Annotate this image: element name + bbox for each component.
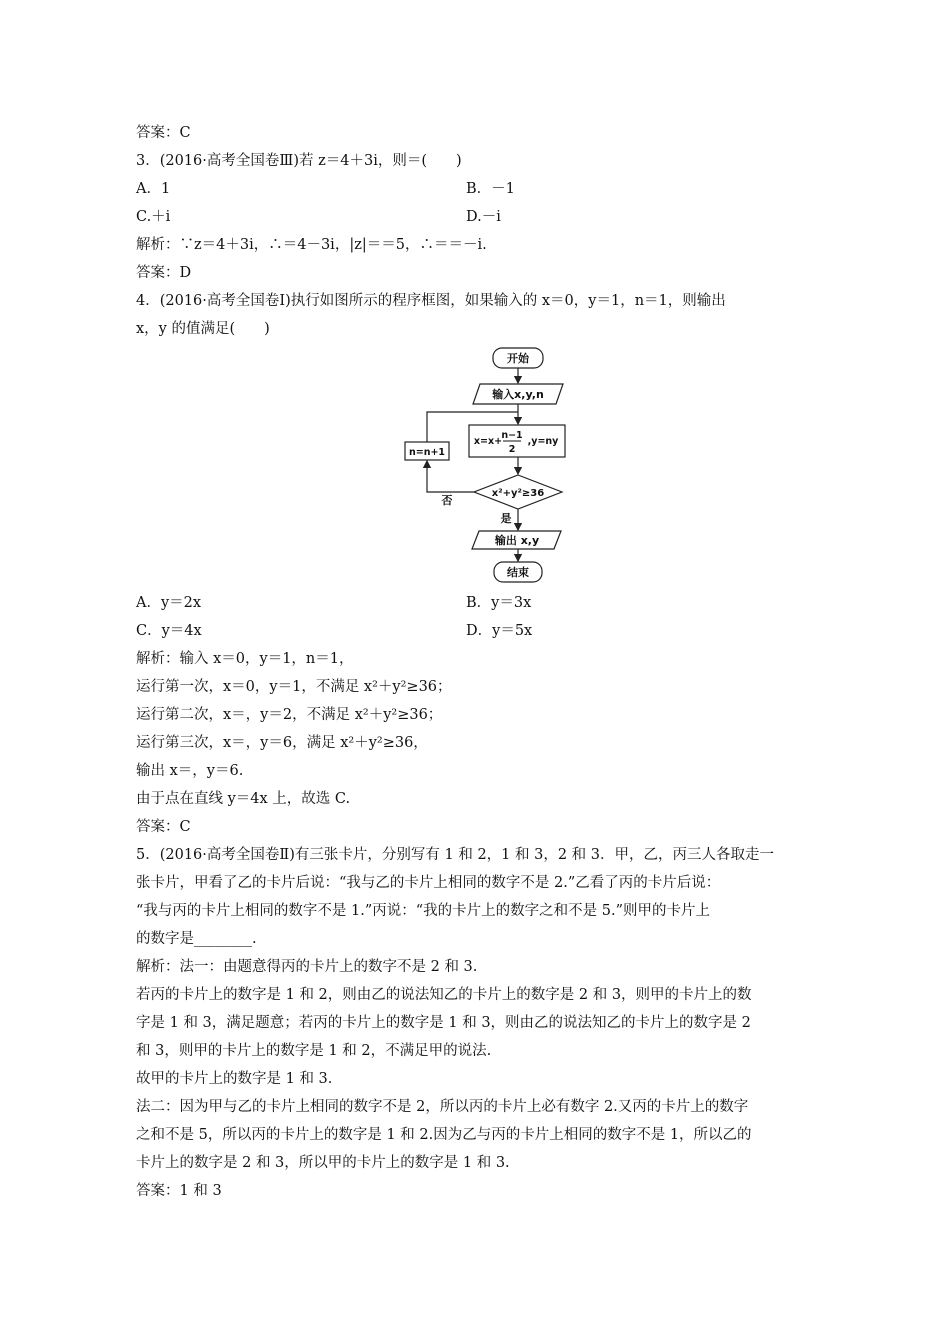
question-5-3: “我与丙的卡片上相同的数字不是 1.”丙说：“我的卡片上的数字之和不是 5.”则甲的卡片上 <box>136 903 711 919</box>
line-1: 答案：C <box>136 125 191 141</box>
q4-option-c: C．y＝4x <box>136 623 202 639</box>
solution-4-2: 运行第一次，x＝0，y＝1，不满足 x²＋y²≥36； <box>136 679 452 695</box>
option-d: D.－i <box>466 209 501 225</box>
yes-label: 是 <box>500 512 512 525</box>
solution-5-1: 解析：法一：由题意得丙的卡片上的数字不是 2 和 3. <box>136 959 478 975</box>
process-label-num: n−1 <box>501 430 523 441</box>
condition-label: x²+y²≥36 <box>491 488 545 499</box>
solution-4-1: 解析：输入 x＝0，y＝1，n＝1， <box>136 651 354 667</box>
process-label-tail: ,y=ny <box>527 436 559 447</box>
solution-4-6: 由于点在直线 y＝4x 上，故选 C. <box>136 791 351 807</box>
answer-3: 答案：D <box>136 265 192 281</box>
increment-label: n=n+1 <box>408 447 446 458</box>
answer-5: 答案：1 和 3 <box>136 1183 222 1199</box>
process-label-den: 2 <box>508 444 516 455</box>
no-label: 否 <box>441 494 453 507</box>
q4-option-d: D．y＝5x <box>466 623 533 639</box>
solution-5-7: 之和不是 5，所以丙的卡片上的数字是 1 和 2.因为乙与丙的卡片上相同的数字不是 1，所以乙的 <box>136 1127 752 1143</box>
solution-5-5: 故甲的卡片上的数字是 1 和 3. <box>136 1071 333 1087</box>
question-4-cont: x，y 的值满足( ) <box>136 321 270 337</box>
solution-4-3: 运行第二次，x＝，y＝2，不满足 x²＋y²≥36； <box>136 707 443 723</box>
question-3: 3．(2016·高考全国卷Ⅲ)若 z＝4＋3i，则＝( ) <box>136 153 462 169</box>
option-a: A．1 <box>136 181 171 197</box>
solution-5-2: 若丙的卡片上的数字是 1 和 2，则由乙的说法知乙的卡片上的数字是 2 和 3，则甲的卡片上的数 <box>136 987 752 1003</box>
solution-5-3: 字是 1 和 3，满足题意；若丙的卡片上的数字是 1 和 3，则由乙的说法知乙的卡片上的数字是 2 <box>136 1015 751 1031</box>
solution-3: 解析：∵z＝4＋3i，∴＝4－3i，|z|＝＝5，∴＝＝－i. <box>136 237 487 253</box>
question-5-2: 张卡片，甲看了乙的卡片后说：“我与乙的卡片上相同的数字不是 2.”乙看了丙的卡片后说： <box>136 875 721 891</box>
process-label-head: x=x+ <box>473 436 503 447</box>
flowchart <box>390 342 570 584</box>
solution-4-4: 运行第三次，x＝，y＝6，满足 x²＋y²≥36， <box>136 735 428 751</box>
question-4: 4．(2016·高考全国卷Ⅰ)执行如图所示的程序框图，如果输入的 x＝0，y＝1，n＝1，则输出 <box>136 293 726 309</box>
question-5-1: 5．(2016·高考全国卷Ⅱ)有三张卡片，分别写有 1 和 2，1 和 3，2 和 3．甲，乙，丙三人各取走一 <box>136 847 775 863</box>
input-label: 输入x,y,n <box>492 388 544 401</box>
question-5-4: 的数字是________. <box>136 931 257 947</box>
option-b: B．－1 <box>466 181 515 197</box>
solution-5-6: 法二：因为甲与乙的卡片上相同的数字不是 2，所以丙的卡片上必有数字 2.又丙的卡片上的数字 <box>136 1099 749 1115</box>
end-label: 结束 <box>507 566 529 579</box>
solution-5-8: 卡片上的数字是 2 和 3，所以甲的卡片上的数字是 1 和 3. <box>136 1155 510 1171</box>
solution-5-4: 和 3，则甲的卡片上的数字是 1 和 2，不满足甲的说法. <box>136 1043 492 1059</box>
q4-option-a: A．y＝2x <box>136 595 202 611</box>
output-label: 输出 x,y <box>494 534 540 547</box>
solution-4-5: 输出 x＝，y＝6. <box>136 763 244 779</box>
q4-option-b: B．y＝3x <box>466 595 532 611</box>
option-c: C.＋i <box>136 209 171 225</box>
answer-4: 答案：C <box>136 819 191 835</box>
start-label: 开始 <box>507 352 529 365</box>
